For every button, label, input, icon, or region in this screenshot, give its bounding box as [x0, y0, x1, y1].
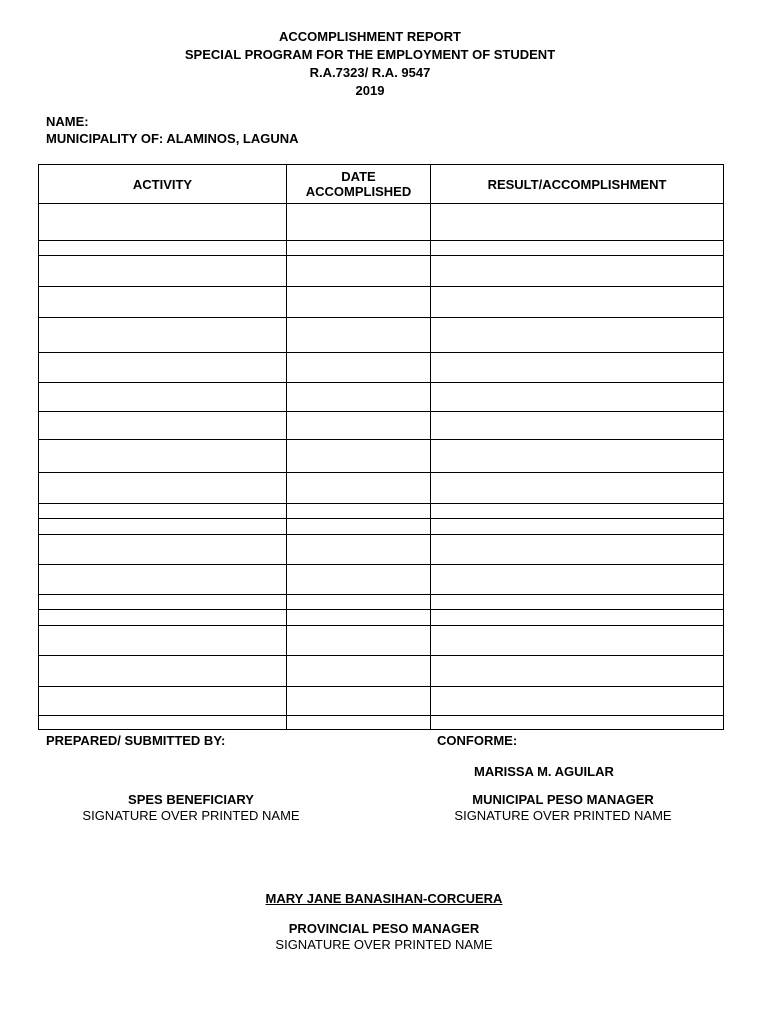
municipal-title: MUNICIPAL PESO MANAGER	[472, 792, 654, 807]
prepared-by-label: PREPARED/ SUBMITTED BY:	[46, 733, 226, 748]
date-cell[interactable]	[287, 383, 431, 412]
municipal-signature-caption: SIGNATURE OVER PRINTED NAME	[454, 808, 672, 823]
activity-cell[interactable]	[39, 656, 287, 687]
date-cell[interactable]	[287, 440, 431, 473]
date-cell[interactable]	[287, 204, 431, 241]
table-row	[39, 565, 724, 595]
date-cell[interactable]	[287, 241, 431, 256]
result-cell[interactable]	[431, 535, 724, 565]
table-row	[39, 504, 724, 519]
activity-cell[interactable]	[39, 412, 287, 440]
table-row	[39, 241, 724, 256]
activity-column-header: ACTIVITY	[39, 165, 287, 204]
provincial-title: PROVINCIAL PESO MANAGER	[288, 921, 480, 936]
table-row	[39, 412, 724, 440]
result-cell[interactable]	[431, 565, 724, 595]
date-cell[interactable]	[287, 287, 431, 318]
table-row	[39, 656, 724, 687]
table-row	[39, 535, 724, 565]
provincial-signature-block	[234, 891, 534, 953]
result-cell[interactable]	[431, 716, 724, 730]
result-cell[interactable]	[431, 687, 724, 716]
date-accomplished-column-header	[287, 165, 431, 204]
result-cell[interactable]	[431, 412, 724, 440]
date-cell[interactable]	[287, 716, 431, 730]
table-row	[39, 610, 724, 626]
name-label: NAME:	[46, 114, 89, 129]
result-cell[interactable]	[431, 287, 724, 318]
result-cell[interactable]	[431, 519, 724, 535]
accomplishment-table	[38, 164, 724, 730]
activity-cell[interactable]	[39, 610, 287, 626]
table-row	[39, 716, 724, 730]
result-cell[interactable]	[431, 656, 724, 687]
activity-cell[interactable]	[39, 256, 287, 287]
conforme-label: CONFORME:	[437, 733, 518, 748]
activity-cell[interactable]	[39, 204, 287, 241]
municipality-label: MUNICIPALITY OF: ALAMINOS, LAGUNA	[46, 131, 299, 146]
table-row	[39, 473, 724, 504]
date-cell[interactable]	[287, 626, 431, 656]
result-cell[interactable]	[431, 473, 724, 504]
activity-cell[interactable]	[39, 565, 287, 595]
report-title: ACCOMPLISHMENT REPORT	[279, 29, 461, 44]
activity-cell[interactable]	[39, 504, 287, 519]
table-row	[39, 353, 724, 383]
activity-cell[interactable]	[39, 716, 287, 730]
table-row	[39, 595, 724, 610]
result-cell[interactable]	[431, 610, 724, 626]
activity-cell[interactable]	[39, 473, 287, 504]
report-header	[0, 28, 740, 100]
result-cell[interactable]	[431, 440, 724, 473]
municipal-signature-block	[435, 792, 691, 824]
date-cell[interactable]	[287, 687, 431, 716]
date-cell[interactable]	[287, 473, 431, 504]
date-cell[interactable]	[287, 595, 431, 610]
date-header-line1: DATE	[341, 169, 376, 184]
date-cell[interactable]	[287, 519, 431, 535]
report-meta	[46, 113, 299, 147]
activity-cell[interactable]	[39, 353, 287, 383]
date-cell[interactable]	[287, 610, 431, 626]
date-cell[interactable]	[287, 535, 431, 565]
beneficiary-signature-caption: SIGNATURE OVER PRINTED NAME	[82, 808, 300, 823]
beneficiary-signature-block	[64, 792, 318, 824]
date-cell[interactable]	[287, 318, 431, 353]
activity-cell[interactable]	[39, 383, 287, 412]
activity-cell[interactable]	[39, 595, 287, 610]
activity-cell[interactable]	[39, 535, 287, 565]
result-cell[interactable]	[431, 318, 724, 353]
result-cell[interactable]	[431, 204, 724, 241]
table-body	[39, 204, 724, 730]
activity-cell[interactable]	[39, 687, 287, 716]
date-cell[interactable]	[287, 565, 431, 595]
activity-cell[interactable]	[39, 241, 287, 256]
activity-cell[interactable]	[39, 626, 287, 656]
report-year: 2019	[355, 83, 385, 98]
result-cell[interactable]	[431, 504, 724, 519]
date-cell[interactable]	[287, 353, 431, 383]
result-cell[interactable]	[431, 626, 724, 656]
table-header-row	[39, 165, 724, 204]
date-cell[interactable]	[287, 256, 431, 287]
result-column-header: RESULT/ACCOMPLISHMENT	[431, 165, 724, 204]
table-row	[39, 687, 724, 716]
table-row	[39, 256, 724, 287]
municipal-manager-name: MARISSA M. AGUILAR	[474, 764, 614, 779]
activity-cell[interactable]	[39, 287, 287, 318]
program-name: SPECIAL PROGRAM FOR THE EMPLOYMENT OF STUDENT	[184, 47, 556, 62]
table-row	[39, 626, 724, 656]
result-cell[interactable]	[431, 241, 724, 256]
table-row	[39, 440, 724, 473]
provincial-signature-caption: SIGNATURE OVER PRINTED NAME	[275, 937, 493, 952]
result-cell[interactable]	[431, 353, 724, 383]
date-cell[interactable]	[287, 504, 431, 519]
date-cell[interactable]	[287, 412, 431, 440]
table-row	[39, 287, 724, 318]
date-header-line2: ACCOMPLISHED	[305, 184, 412, 199]
republic-acts: R.A.7323/ R.A. 9547	[309, 65, 431, 80]
table-row	[39, 318, 724, 353]
table-row	[39, 383, 724, 412]
table-row	[39, 519, 724, 535]
provincial-manager-name: MARY JANE BANASIHAN-CORCUERA	[265, 891, 503, 906]
table-row	[39, 204, 724, 241]
result-cell[interactable]	[431, 256, 724, 287]
result-cell[interactable]	[431, 383, 724, 412]
date-cell[interactable]	[287, 656, 431, 687]
beneficiary-title: SPES BENEFICIARY	[128, 792, 254, 807]
activity-cell[interactable]	[39, 318, 287, 353]
activity-cell[interactable]	[39, 440, 287, 473]
result-cell[interactable]	[431, 595, 724, 610]
activity-cell[interactable]	[39, 519, 287, 535]
